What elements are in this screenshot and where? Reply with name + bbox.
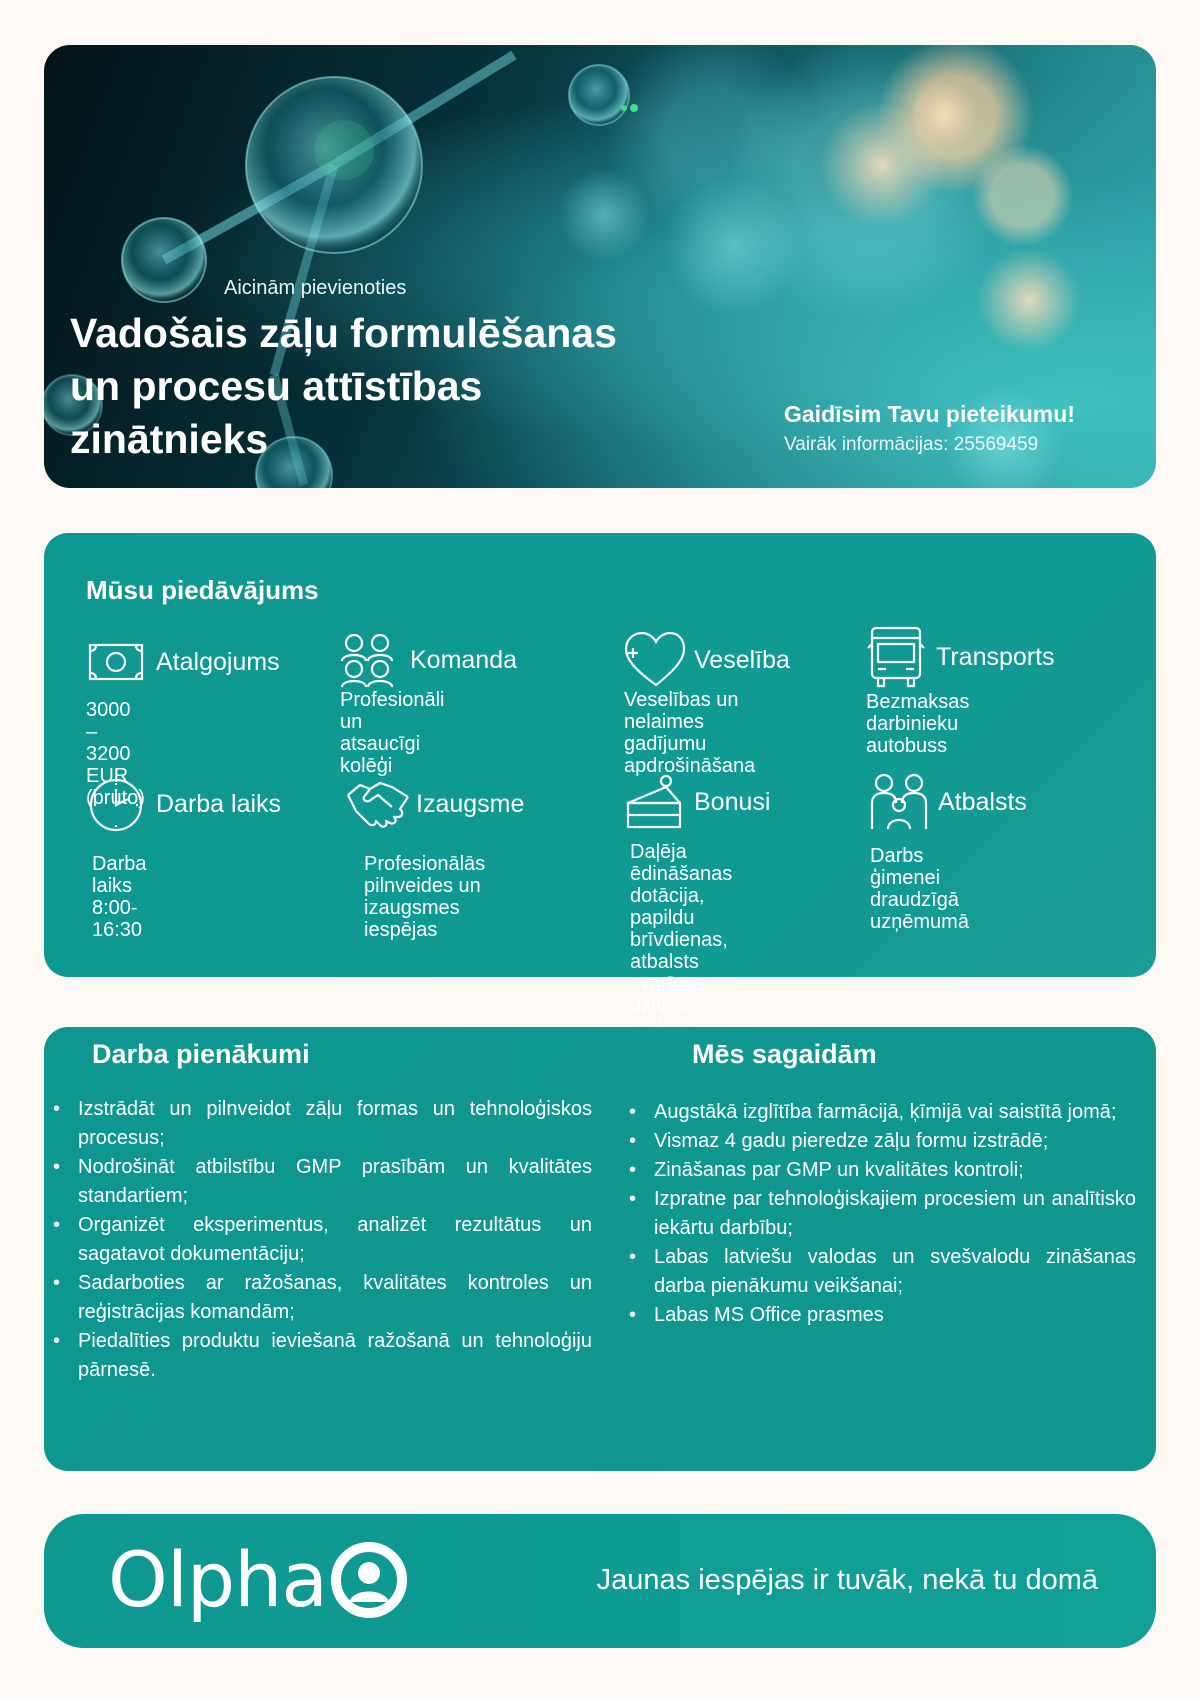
benefit-desc bbox=[364, 853, 485, 941]
benefit-title: Komanda bbox=[410, 645, 518, 674]
benefit-desc-line: uzņēmumā bbox=[870, 911, 969, 933]
cta-title: Gaidīsim Tavu pieteikumu! bbox=[784, 401, 1075, 427]
requirements-list bbox=[626, 1098, 1136, 1330]
benefit-desc-line: Bezmaksas darbinieku bbox=[866, 691, 970, 735]
banknote-icon bbox=[86, 633, 150, 691]
logo-wordmark: Olpha bbox=[108, 1535, 327, 1624]
benefit-title: Izaugsme bbox=[416, 789, 525, 818]
list-item: • Izstrādāt un pilnveidot zāļu formas un tehnoloģiskos procesus; bbox=[50, 1095, 592, 1153]
duties-list bbox=[50, 1095, 592, 1385]
list-item: • Vismaz 4 gadu pieredze zāļu formu izstrādē; bbox=[626, 1127, 1136, 1156]
benefit-desc-line: gadījumu bbox=[624, 733, 707, 755]
benefit-desc-line: Veselības un nelaimes bbox=[624, 689, 739, 733]
clock-icon bbox=[86, 775, 150, 833]
job-title bbox=[70, 307, 670, 466]
benefit-desc-line: pilnveides un bbox=[364, 875, 481, 897]
family-icon bbox=[868, 773, 932, 831]
list-item: • Labas MS Office prasmes bbox=[626, 1301, 1136, 1330]
footer-banner bbox=[44, 1514, 1156, 1648]
person-circle-icon bbox=[329, 1540, 409, 1620]
details-section bbox=[44, 1027, 1156, 1471]
benefit-title: Atalgojums bbox=[156, 647, 280, 676]
benefit-desc-line: svarīgos dzīves bbox=[630, 973, 706, 1017]
benefit-desc-line: Profesionāli un atsaucīgi bbox=[340, 689, 445, 755]
benefit-title: Veselība bbox=[694, 645, 790, 674]
benefit-title: Atbalsts bbox=[938, 787, 1027, 816]
list-item: • Labas latviešu valodas un svešvalodu zināšanas darba pienākumu veikšanai; bbox=[626, 1243, 1136, 1301]
list-item: • Augstākā izglītība farmācijā, ķīmijā vai saistītā jomā; bbox=[626, 1098, 1136, 1127]
bus-icon bbox=[866, 625, 930, 689]
benefit-desc-line: autobuss bbox=[866, 735, 948, 757]
benefit-desc-line: Darba laiks 8:00-16:30 bbox=[92, 853, 147, 941]
benefit-desc-line: Darbs ģimenei draudzīgā bbox=[870, 845, 959, 911]
benefit-desc bbox=[624, 689, 755, 777]
requirements-title: Mēs sagaidām bbox=[692, 1039, 877, 1069]
hero-kicker: Aicinām pievienoties bbox=[224, 277, 407, 299]
benefit-desc-line: (bruto) bbox=[86, 787, 145, 809]
list-item: • Zināšanas par GMP un kvalitātes kontroli; bbox=[626, 1156, 1136, 1185]
list-item: • Nodrošināt atbilstību GMP prasībām un kvalitātes standartiem; bbox=[50, 1153, 592, 1211]
benefit-title: Transports bbox=[936, 642, 1055, 671]
list-item: • Piedalīties produktu ieviešanā ražošanā un tehnoloģiju pārnesē. bbox=[50, 1327, 592, 1385]
heart-icon bbox=[624, 631, 688, 689]
hero-banner bbox=[44, 45, 1156, 488]
benefit-desc-line: Profesionālās bbox=[364, 853, 486, 875]
benefit-desc-line: kolēģi bbox=[340, 755, 393, 777]
contact-info: Vairāk informācijas: 25569459 bbox=[784, 434, 1039, 455]
benefit-desc-line: apdrošināšana bbox=[624, 755, 756, 777]
offer-section bbox=[44, 533, 1156, 1017]
team-icon bbox=[340, 631, 404, 689]
company-logo bbox=[108, 1535, 409, 1624]
benefit-desc bbox=[870, 845, 969, 933]
cake-icon bbox=[624, 773, 688, 831]
job-title-line: zinātnieks bbox=[70, 416, 269, 462]
benefit-desc-line: 3000 – 3200 EUR bbox=[86, 699, 131, 787]
list-item: • Sadarboties ar ražošanas, kvalitātes kontroles un reģistrācijas komandām; bbox=[50, 1269, 592, 1327]
benefit-desc-line: izaugsmes iespējas bbox=[364, 897, 460, 941]
list-item: • Organizēt eksperimentus, analizēt rezultātus un sagatavot dokumentāciju; bbox=[50, 1211, 592, 1269]
benefit-desc-line: Daļēja ēdināšanas bbox=[630, 841, 733, 885]
benefit-desc-line: brīvdienas, atbalsts bbox=[630, 929, 728, 973]
benefit-title: Darba laiks bbox=[156, 789, 282, 818]
benefit-title: Bonusi bbox=[694, 787, 771, 816]
handshake-icon bbox=[346, 775, 410, 833]
job-title-line: un procesu attīstības bbox=[70, 363, 483, 409]
benefit-desc bbox=[866, 691, 969, 757]
offer-title: Mūsu piedāvājums bbox=[86, 575, 319, 605]
benefit-desc bbox=[92, 853, 146, 941]
tagline: Jaunas iespējas ir tuvāk, nekā tu domā bbox=[596, 1564, 1098, 1596]
benefit-desc bbox=[340, 689, 445, 777]
list-item: • Izpratne par tehnoloģiskajiem procesiem un analītisko iekārtu darbību; bbox=[626, 1185, 1136, 1243]
benefit-desc-line: dotācija, papildu bbox=[630, 885, 705, 929]
job-title-line: Vadošais zāļu formulēšanas bbox=[70, 310, 617, 356]
duties-title: Darba pienākumi bbox=[92, 1039, 310, 1069]
